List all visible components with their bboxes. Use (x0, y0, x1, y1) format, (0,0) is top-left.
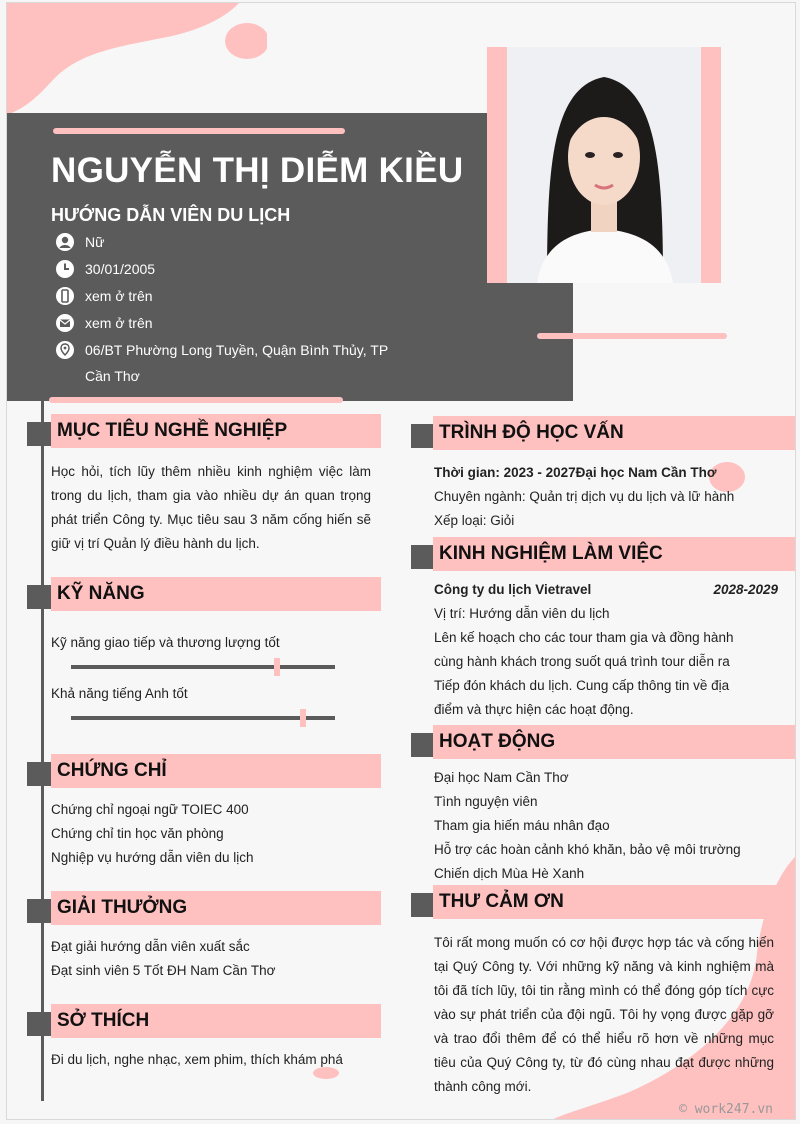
certificates-list (51, 798, 381, 870)
education-details (434, 461, 784, 533)
info-gender (55, 229, 104, 255)
experience-period: 2028-2029 (713, 582, 778, 597)
cv-page (6, 2, 796, 1120)
section-heading-experience: KINH NGHIỆM LÀM VIỆC (411, 537, 795, 571)
candidate-name: NGUYỄN THỊ DIỄM KIỀU (51, 151, 464, 190)
section-heading-activities: HOẠT ĐỘNG (411, 725, 795, 759)
experience-desc-2: cùng hành khách trong suốt quá trình tour diễn ra (434, 654, 730, 669)
section-heading-education: TRÌNH ĐỘ HỌC VẤN (411, 416, 795, 450)
section-heading-skills: KỸ NĂNG (27, 577, 383, 611)
education-rank: Xếp loại: Giỏi (434, 513, 515, 528)
location-icon (55, 340, 75, 360)
skill-bar-2-level (300, 709, 306, 727)
section-heading-objective: MỤC TIÊU NGHỀ NGHIỆP (27, 414, 383, 448)
list-item: Đại học Nam Cần Thơ (434, 770, 569, 785)
section-heading-certificates: CHỨNG CHỈ (27, 754, 383, 788)
section-heading-thanks: THƯ CẢM ƠN (411, 885, 795, 919)
activities-list (434, 766, 784, 886)
skill-bar-1 (71, 665, 335, 669)
top-left-blob (7, 3, 267, 115)
objective-text: Học hỏi, tích lũy thêm nhiều kinh nghiệm việc làm trong du lịch, tham gia vào nhiều dự án quan trọng phát triển Công ty. Mục tiêu sau 3 năm cống hiến sẽ giữ vị trí Quản lý điều hành du lịch. (51, 464, 371, 551)
header-top-line (53, 128, 345, 134)
section-heading-awards: GIẢI THƯỞNG (27, 891, 383, 925)
skill-bar-1-level (274, 658, 280, 676)
list-item: Hỗ trợ các hoàn cảnh khó khăn, bảo vệ môi trường (434, 842, 741, 857)
experience-desc-4: điểm và thực hiện các hoạt động. (434, 702, 634, 717)
profile-photo (507, 47, 701, 283)
list-item: Đạt giải hướng dẫn viên xuất sắc (51, 939, 250, 954)
section-heading-hobbies: SỞ THÍCH (27, 1004, 383, 1038)
info-email (55, 310, 153, 336)
birthday-text: 30/01/2005 (85, 261, 156, 277)
experience-position: Vị trí: Hướng dẫn viên du lịch (434, 606, 610, 621)
skill-label-1: Kỹ năng giao tiếp và thương lượng tốt (51, 635, 280, 650)
phone-icon (55, 286, 75, 306)
address-line-2: Cần Thơ (85, 368, 140, 384)
timeline-line (41, 401, 44, 1101)
list-item: Tình nguyện viên (434, 794, 538, 809)
phone-text: xem ở trên (85, 288, 153, 304)
gender-text: Nữ (85, 234, 105, 250)
experience-company: Công ty du lịch Vietravel (434, 582, 592, 597)
list-item: Chứng chỉ ngoại ngữ TOIEC 400 (51, 802, 249, 817)
photo-underline (537, 333, 727, 339)
job-title: HƯỚNG DẪN VIÊN DU LỊCH (51, 205, 291, 225)
info-address (55, 337, 388, 389)
header-bottom-line (49, 397, 343, 403)
skill-bar-2 (71, 716, 335, 720)
email-text: xem ở trên (85, 315, 153, 331)
experience-desc-3: Tiếp đón khách du lịch. Cung cấp thông tin về địa (434, 678, 730, 693)
list-item: Đạt sinh viên 5 Tốt ĐH Nam Cần Thơ (51, 963, 276, 978)
thanks-text: Tôi rất mong muốn có cơ hội được hợp tác và cống hiến tại Quý Công ty. Với những kỹ năng và kinh nghiệm mà tôi đã tích lũy, tôi tin rằng mình có thể đóng góp tích cực vào sự phát triển của đội ngũ. Tôi hy vọng được gặp gỡ và trao đổi thêm để có thể hiểu rõ hơn về những mục tiêu của Quý Công ty, từ đó cùng nhau đạt được những thành công mới. (434, 935, 774, 1094)
education-time: Thời gian: 2023 - 2027Đại học Nam Cần Thơ (434, 465, 717, 480)
experience-desc-1: Lên kế hoạch cho các tour tham gia và đồng hành (434, 630, 734, 645)
education-major: Chuyên ngành: Quản trị dịch vụ du lịch và lữ hành (434, 489, 735, 504)
info-birthday (55, 256, 155, 282)
clock-icon (55, 259, 75, 279)
awards-list (51, 935, 381, 983)
list-item: Tham gia hiến máu nhân đạo (434, 818, 610, 833)
skill-label-2: Khả năng tiếng Anh tốt (51, 686, 188, 701)
address-line-1: 06/BT Phường Long Tuyền, Quận Bình Thủy, TP (85, 342, 389, 358)
user-icon (55, 232, 75, 252)
hobbies-text: Đi du lịch, nghe nhạc, xem phim, thích khám phá (51, 1052, 343, 1067)
list-item: Chiến dịch Mùa Hè Xanh (434, 866, 585, 881)
mail-icon (55, 313, 75, 333)
list-item: Nghiệp vụ hướng dẫn viên du lịch (51, 850, 254, 865)
info-phone (55, 283, 153, 309)
experience-details (434, 578, 778, 722)
list-item: Chứng chỉ tin học văn phòng (51, 826, 224, 841)
watermark: © work247.vn (679, 1102, 773, 1117)
